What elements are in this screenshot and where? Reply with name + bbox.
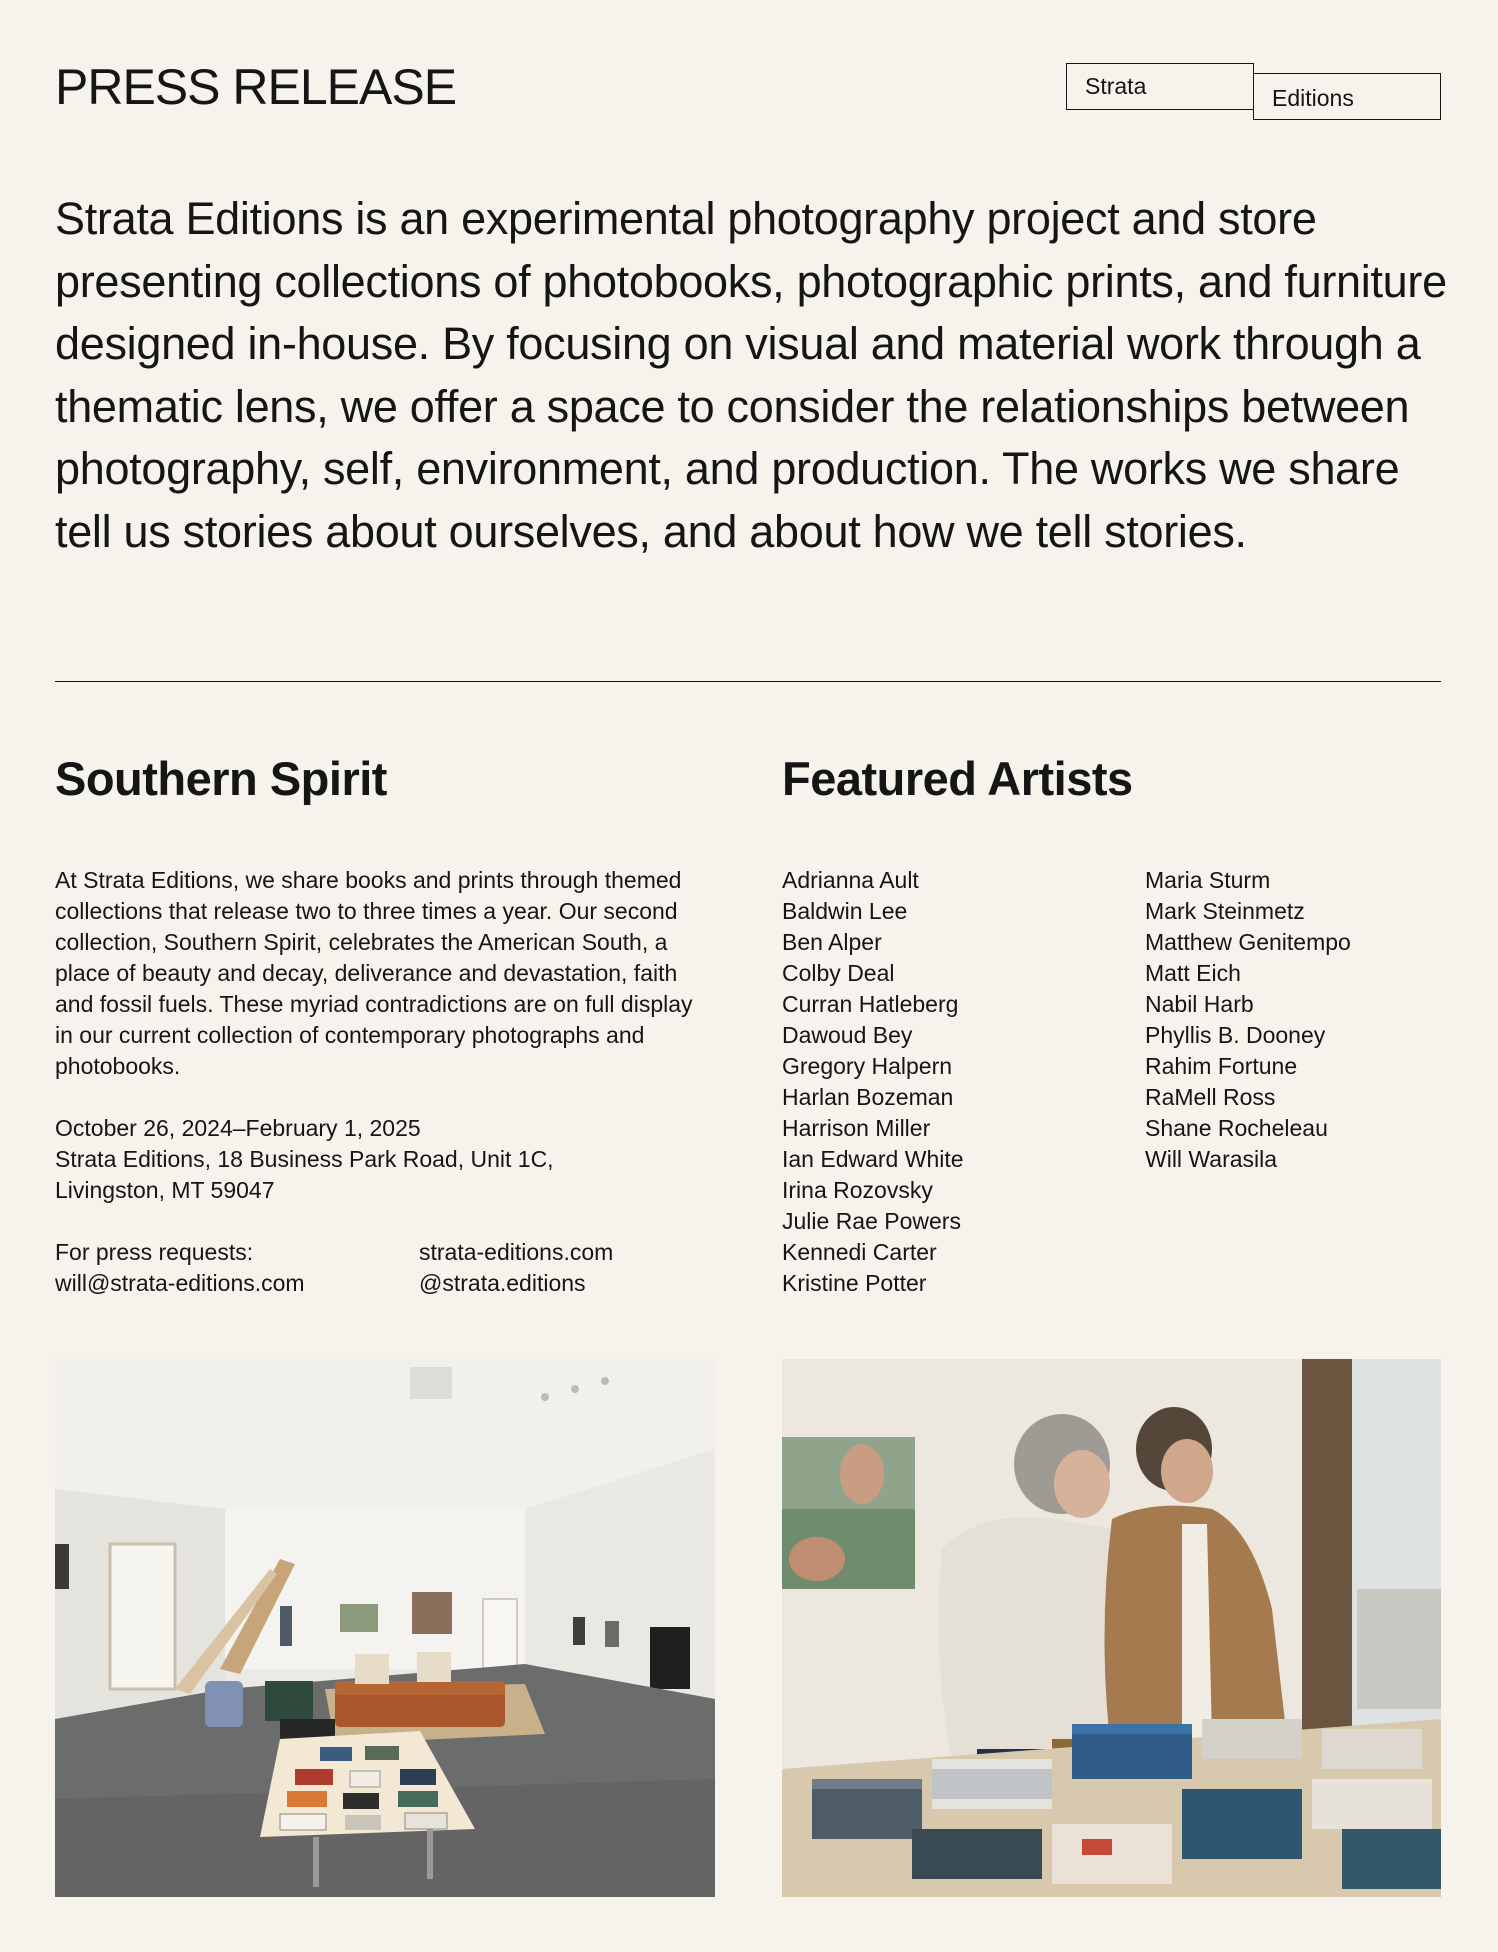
- featured-artists-title: Featured Artists: [782, 752, 1133, 805]
- artist-name: Gregory Halpern: [782, 1053, 953, 1079]
- artist-name: Matt Eich: [1145, 960, 1241, 986]
- artist-name: Harlan Bozeman: [782, 1084, 954, 1110]
- web-links: [419, 1237, 613, 1299]
- event-address-line2: Livingston, MT 59047: [55, 1177, 275, 1203]
- instagram-link[interactable]: @strata.editions: [419, 1270, 586, 1296]
- press-email-link[interactable]: will@strata-editions.com: [55, 1270, 305, 1296]
- press-label: For press requests:: [55, 1239, 254, 1265]
- artist-name: Matthew Genitempo: [1145, 929, 1351, 955]
- logo-editions: Editions: [1253, 73, 1441, 120]
- page-title: PRESS RELEASE: [55, 59, 457, 115]
- event-address-line1: Strata Editions, 18 Business Park Road, Unit 1C,: [55, 1146, 554, 1172]
- artist-name: Nabil Harb: [1145, 991, 1254, 1017]
- artist-name: Julie Rae Powers: [782, 1208, 961, 1234]
- artist-name: Harrison Miller: [782, 1115, 931, 1141]
- divider: [55, 681, 1441, 682]
- artist-name: Kennedi Carter: [782, 1239, 937, 1265]
- artist-name: Dawoud Bey: [782, 1022, 913, 1048]
- artist-name: Mark Steinmetz: [1145, 898, 1305, 924]
- artist-name: Adrianna Ault: [782, 867, 919, 893]
- event-dates: October 26, 2024–February 1, 2025: [55, 1115, 421, 1141]
- logo-strata: Strata: [1066, 63, 1254, 110]
- intro-paragraph: Strata Editions is an experimental photography project and store presenting collections of photobooks, photographic prints, and furniture designed in-house. By focusing on visual and material work through a thematic lens, we offer a space to consider the relationships between photography, self, environment, and production. The works we share tell us stories about ourselves, and about how we tell stories.: [55, 193, 1447, 557]
- artist-name: Kristine Potter: [782, 1270, 927, 1296]
- artist-name: Ian Edward White: [782, 1146, 964, 1172]
- artist-name: Curran Hatleberg: [782, 991, 959, 1017]
- website-link[interactable]: strata-editions.com: [419, 1239, 614, 1265]
- visitors-browsing-photo: [782, 1359, 1441, 1897]
- artist-name: Will Warasila: [1145, 1146, 1278, 1172]
- artist-name: Rahim Fortune: [1145, 1053, 1298, 1079]
- artist-name: Ben Alper: [782, 929, 882, 955]
- artist-name: Irina Rozovsky: [782, 1177, 933, 1203]
- artist-name: Shane Rocheleau: [1145, 1115, 1328, 1141]
- artist-list-column-2: [1145, 865, 1351, 1175]
- artist-name: RaMell Ross: [1145, 1084, 1276, 1110]
- artist-name: Baldwin Lee: [782, 898, 908, 924]
- artist-list-column-1: [782, 865, 964, 1299]
- collection-description: At Strata Editions, we share books and prints through themed collections that release two to three times a year. Our second collection, Southern Spirit, celebrates the American South, a place of beauty and decay, deliverance and devastation, faith and fossil fuels. These myriad contradictions are on full display in our current collection of contemporary photographs and photobooks.: [55, 867, 693, 1079]
- collection-title: Southern Spirit: [55, 752, 387, 805]
- gallery-interior-photo: [55, 1359, 715, 1897]
- artist-name: Colby Deal: [782, 960, 895, 986]
- event-details: [55, 1113, 695, 1206]
- artist-name: Phyllis B. Dooney: [1145, 1022, 1326, 1048]
- press-contact: [55, 1237, 305, 1299]
- artist-name: Maria Sturm: [1145, 867, 1271, 893]
